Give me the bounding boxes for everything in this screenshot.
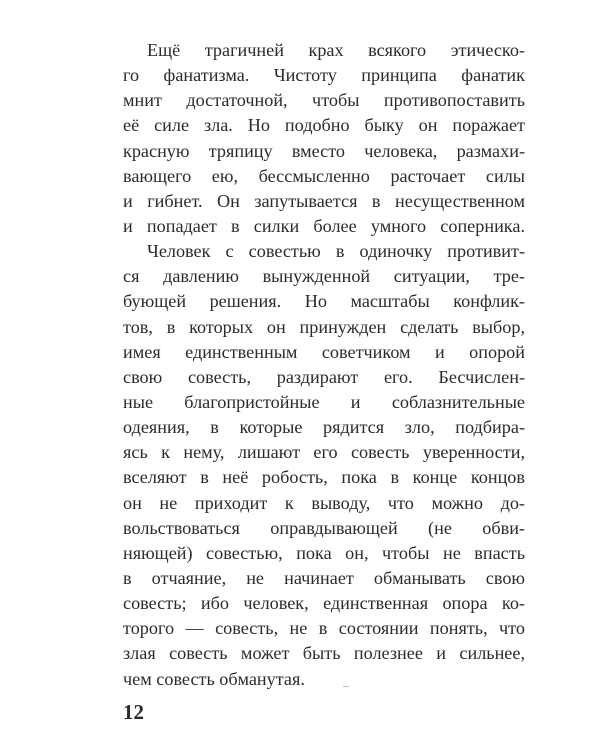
text-line: и гибнет. Он запутывается в несущественном <box>123 190 525 211</box>
text-line: имея единственным советчиком и опорой <box>123 341 525 362</box>
text-line: он не приходит к выводу, что можно до- <box>123 492 525 513</box>
text-line: чем совесть обманутая. <box>123 668 305 689</box>
text-line: Ещё трагичней крах всякого этическо- <box>147 40 525 60</box>
text-line: Человек с совестью в одиночку противит- <box>147 241 525 262</box>
text-line: ясь к нему, лишают его совесть уверенности, <box>123 442 525 463</box>
text-line: вольствоваться оправдывающей (не обви- <box>123 517 525 538</box>
text-line: совесть; ибо человек, единственная опора ко- <box>123 593 525 614</box>
body-text <box>123 38 525 692</box>
text-line: одеяния, в которые рядится зло, подбира- <box>123 417 525 438</box>
text-line: бующей решения. Но масштабы конфлик- <box>123 291 525 312</box>
text-line: её силе зла. Но подобно быку он поражает <box>123 115 525 136</box>
page-number: 12 <box>123 700 144 724</box>
text-line: го фанатизма. Чистоту принципа фанатик <box>123 65 525 86</box>
text-line: свою совесть, раздирают его. Бесчислен- <box>123 366 525 387</box>
text-line: красную тряпицу вместо человека, размахи- <box>123 140 525 161</box>
text-line: мнит достаточной, чтобы противопоставить <box>123 90 525 111</box>
text-line: и попадает в силки более умного соперника. <box>123 215 525 236</box>
paragraph-2 <box>123 239 525 692</box>
text-line: в отчаяние, не начинает обманывать свою <box>123 567 525 588</box>
text-line: торого — совесть, не в состоянии понять, что <box>123 618 525 639</box>
text-line: тов, в которых он принужден сделать выбор, <box>123 316 525 337</box>
text-line: вселяют в неё робость, пока в конце концов <box>123 467 525 488</box>
text-line: вающего ею, бессмысленно расточает силы <box>123 165 525 186</box>
text-line: няющей) совестью, пока он, чтобы не впасть <box>123 542 525 563</box>
print-speck <box>343 686 349 687</box>
text-line: злая совесть может быть полезнее и сильнее, <box>123 643 525 664</box>
text-line: ные благопристойные и соблазнительные <box>123 391 525 412</box>
paragraph-1 <box>123 38 525 239</box>
text-line: ся давлению вынужденной ситуации, тре- <box>123 266 525 287</box>
